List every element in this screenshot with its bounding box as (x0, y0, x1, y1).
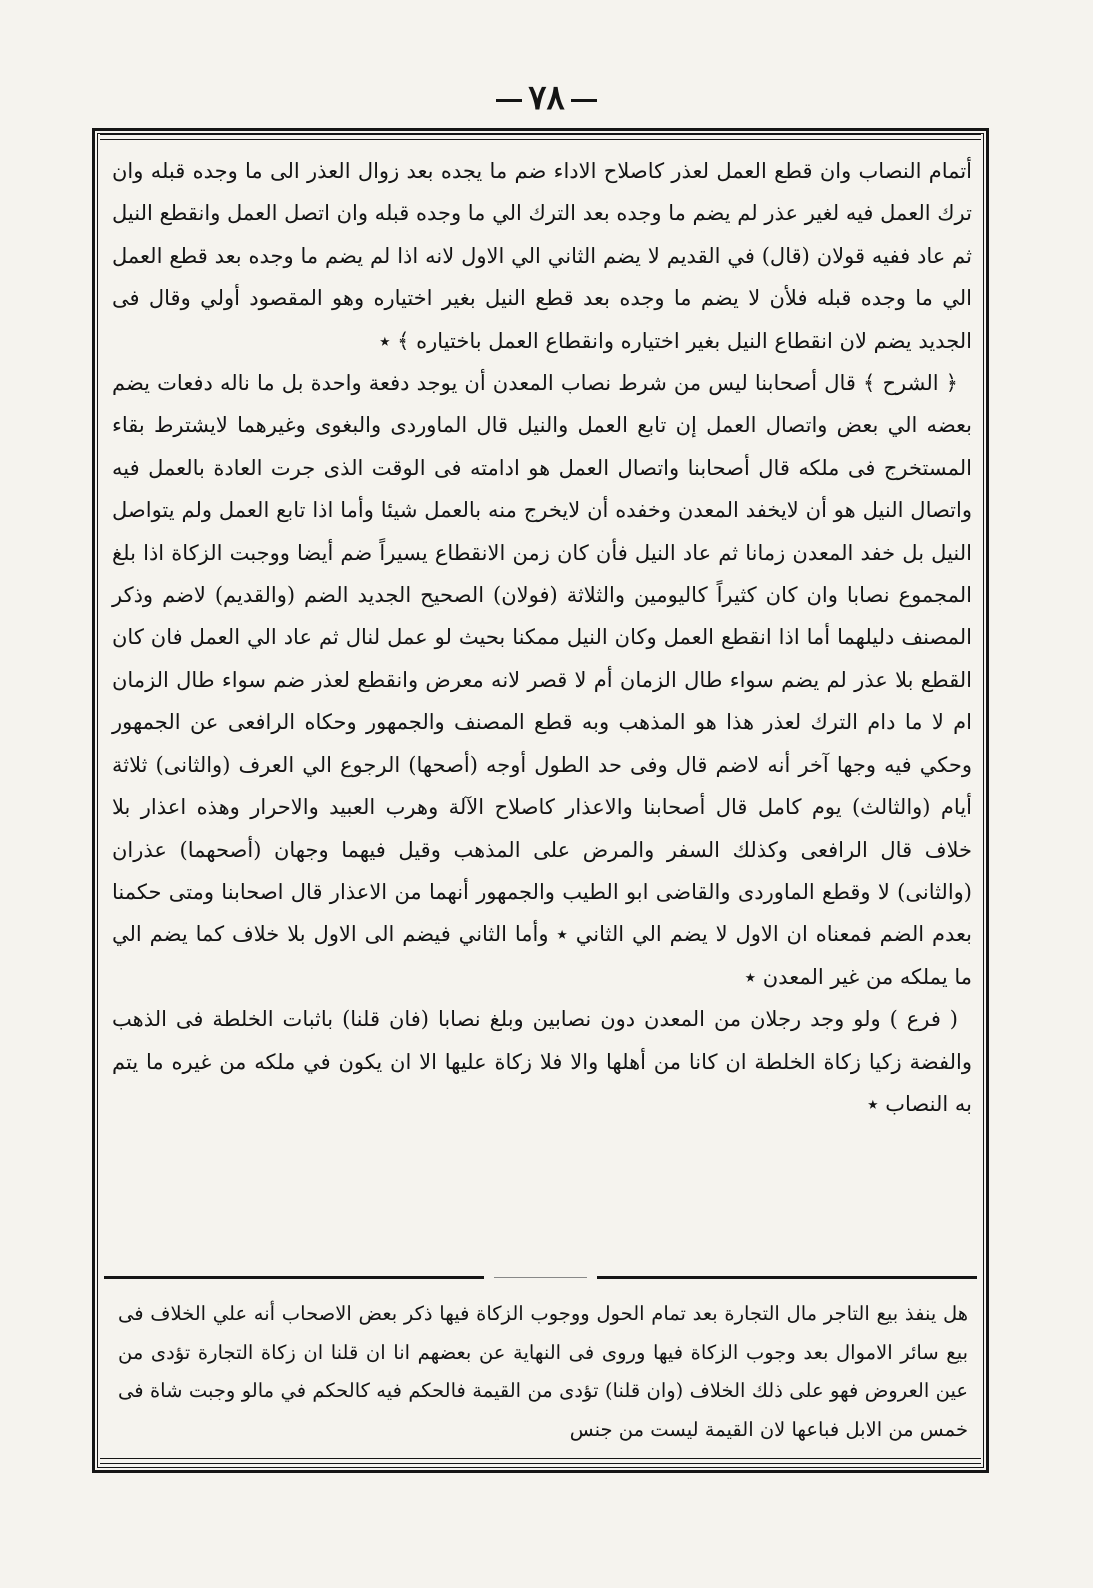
footnote (118, 1295, 968, 1449)
frame-bottom-rule (100, 1458, 981, 1464)
page-number-value: ٧٨ (528, 78, 565, 118)
separator-line-right (597, 1276, 977, 1279)
main-paragraph-far: ( فرع ) ولو وجد رجلان من المعدن دون نصابين وبلغ نصابا (فان قلنا) باثبات الخلطة فى الذهب والفضة زكيا زكاة الخلطة ان كانا من أهلها والا فلا زكاة عليها الا ان يكون في ملكه من غيره ما يتم به النصاب ٭ (112, 1007, 972, 1116)
page-number-dash-right (571, 99, 597, 102)
main-paragraph-matn: أتمام النصاب وان قطع العمل لعذر كاصلاح الاداء ضم ما يجده بعد زوال العذر الى ما وجده قبله وان ترك العمل فيه لغير عذر لم يضم ما وجده بعد الترك الي ما وجده قبله وان اتصل العمل وانقطع النيل ثم عاد ففيه قولان (قال) في القديم لا يضم الثاني الي الاول لانه اذا لم يضم ما وجده بعد قطع العمل الي ما وجده قبله فلأن لا يضم ما وجده بعد قطع النيل بغير اختياره وهو المقصود أولي وقال فى الجديد يضم لان انقطاع النيل بغير اختياره وانقطاع العمل باختياره ﴾ ٭ (112, 159, 972, 353)
page-number (0, 78, 1093, 118)
footnote-text: هل ينفذ بيع التاجر مال التجارة بعد تمام الحول ووجوب الزكاة فيها ذكر بعض الاصحاب أنه علي الخلاف فى بيع سائر الاموال بعد وجوب الزكاة فيها وروى فى النهاية عن بعضهم انا ان قلنا ان زكاة التجارة تؤدى من عين العروض فهو على ذلك الخلاف (وان قلنا) تؤدى من القيمة فالحكم فيه كالحكم في مالو وجبت شاة فى خمس من الابل فباعها لان القيمة ليست من جنس (118, 1302, 968, 1441)
separator-line-middle (494, 1277, 587, 1278)
separator-line-left (104, 1276, 484, 1279)
frame-top-rule (100, 134, 981, 140)
footnote-separator (104, 1276, 977, 1282)
page-number-dash-left (496, 99, 522, 102)
main-paragraph-sharh: ﴿ الشرح ﴾ قال أصحابنا ليس من شرط نصاب المعدن أن يوجد دفعة واحدة بل ما ناله دفعات يضم بعضه الي بعض واتصال العمل إن تابع العمل والنيل قال الماوردى والبغوى وغيرهما لايشترط بقاء المستخرج فى ملكه قال أصحابنا واتصال العمل هو ادامته فى الوقت الذى جرت العادة بالعمل فيه واتصال النيل هو أن لايخفد المعدن وخفده أن لايخرج منه بالعمل شيئا وأما اذا تابع العمل ولم يتواصل النيل بل خفد المعدن زمانا ثم عاد النيل فأن كان زمن الانقطاع يسيراً ضم أيضا ووجبت الزكاة اذا بلغ المجموع نصابا وان كان كثيراً كاليومين والثلاثة (فولان) الصحيح الجديد الضم (والقديم) لاضم وذكر المصنف دليلهما أما اذا انقطع العمل وكان النيل ممكنا بحيث لو عمل لنال ثم عاد الي العمل فان كان القطع بلا عذر لم يضم سواء طال الزمان أم لا قصر لانه معرض وانقطع لعذر ضم سواء طال الزمان ام لا ما دام الترك لعذر هذا هو المذهب وبه قطع المصنف والجمهور وحكاه الرافعى عن الجمهور وحكي فيه وجها آخر أنه لاضم قال وفى حد الطول أوجه (أصحها) الرجوع الي العرف (والثانى) ثلاثة أيام (والثالث) يوم كامل قال أصحابنا والاعذار كاصلاح الآلة وهرب العبيد والاحرار وهذه اعذار بلا خلاف قال الرافعى وكذلك السفر والمرض على المذهب وقيل فيهما وجهان (أصحهما) عذران (والثانى) لا وقطع الماوردى والقاضى ابو الطيب والجمهور أنهما من الاعذار قال اصحابنا ومتى حكمنا بعدم الضم فمعناه ان الاول لا يضم الي الثاني ٭ وأما الثاني فيضم الى الاول بلا خلاف كما يضم الي ما يملكه من غير المعدن ٭ (112, 371, 972, 989)
main-text (112, 150, 972, 1125)
